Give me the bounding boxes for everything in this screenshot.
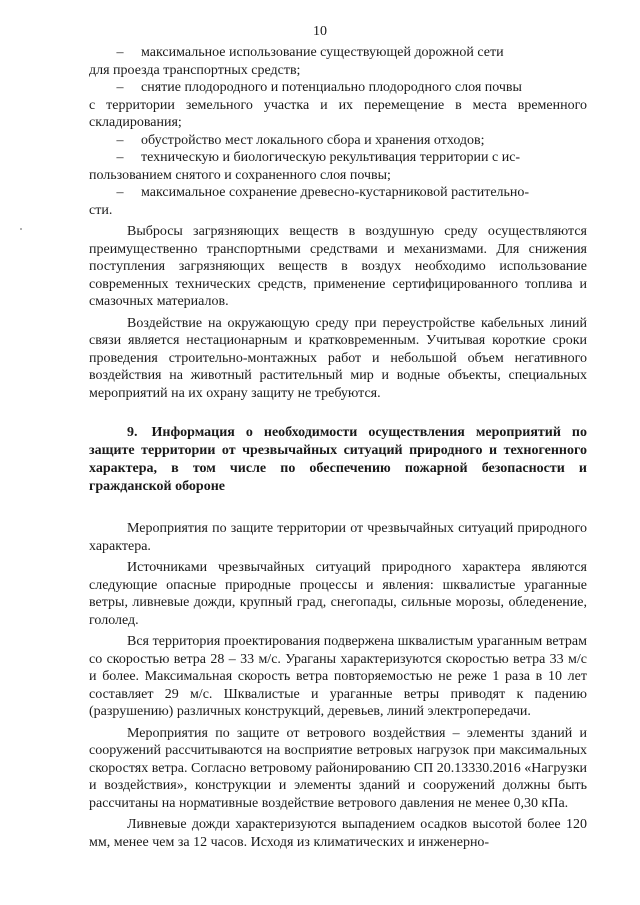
bullet-list <box>89 44 587 219</box>
list-item-continuation: пользованием снятого и сохраненного слоя почвы; <box>89 167 391 183</box>
list-item-text: обустройство мест локального сбора и хранения отходов; <box>141 132 485 148</box>
list-dash: – <box>116 132 124 148</box>
list-item-text: максимальное использование существующей дорожной сети <box>141 45 504 60</box>
page-content <box>89 44 587 851</box>
list-dash: – <box>116 185 124 200</box>
paragraph: Выбросы загрязняющих веществ в воздушную среду осуществляются преимущественно транспортными средствами и механизмами. Для снижения поступления загрязняющих веществ в воздух необходимо использование современных технических средств, применение сертифицированного топлива и смазочных материалов. <box>89 224 587 309</box>
list-item-text: техническую и биологическую рекультивация территории с ис- <box>141 150 521 165</box>
list-dash: – <box>116 45 124 60</box>
paragraph: Мероприятия по защите территории от чрезвычайных ситуаций природного характера. <box>89 521 587 554</box>
paragraph: Источниками чрезвычайных ситуаций природного характера являются следующие опасные природные процессы и явления: шквалистые ураганные ветры, ливневые дожди, крупный град, снегопады, сильные морозы, обледенение, гололед. <box>89 560 587 628</box>
paragraph: Воздействие на окружающую среду при переустройстве кабельных линий связи является нестационарным и кратковременным. Учитывая короткие сроки проведения строительно-монтажных работ и небольшой объем негативного воздействия на животный растительный мир и водные объекты, специальных мероприятий на их охрану защиту не требуются. <box>89 315 587 401</box>
scan-speck <box>20 228 22 230</box>
paragraph: Ливневые дожди характеризуются выпадением осадков высотой более 120 мм, менее чем за 12 часов. Исходя из климатических и инженерно- <box>89 817 587 850</box>
list-item-continuation: сти. <box>89 202 113 218</box>
list-item <box>89 184 587 219</box>
paragraph: Мероприятия по защите от ветрового воздействия – элементы зданий и сооружений рассчитываются на восприятие ветровых нагрузок при максимальных скоростях ветра. Согласно ветровому районированию СП 20.13330.2016 «Нагрузки и воздействия», конструкции и элементы зданий и сооружений должны быть рассчитаны на нормативные воздействие ветрового давления не менее 0,30 кПа. <box>89 725 587 811</box>
paragraph: Вся территория проектирования подвержена шквалистым ураганным ветрам со скоростью ветра 28 – 33 м/с. Ураганы характеризуются скоростью ветра 33 м/с и более. Максимальная скорость ветра повторяемостью не реже 1 раза в 10 лет составляет 29 м/с. Шквалистые и ураганные ветры приводят к падению (разрушению) различных конструкций, деревьев, линий электропередачи. <box>89 634 587 719</box>
list-item <box>89 149 587 184</box>
page-number: 10 <box>313 24 327 39</box>
section-heading: 9. Информация о необходимости осуществления мероприятий по защите территории от чрезвычайных ситуаций природного и техногенного характера, в том числе по обеспечению пожарной безопасности и гражданской обороне <box>89 425 587 494</box>
list-item-continuation: с территории земельного участка и их перемещение в места временного складирования; <box>89 97 587 130</box>
list-item-text: максимальное сохранение древесно-кустарниковой растительно- <box>141 185 530 200</box>
list-item-continuation: для проезда транспортных средств; <box>89 62 301 78</box>
list-item <box>89 79 587 132</box>
list-dash: – <box>116 150 124 165</box>
list-item-text: снятие плодородного и потенциально плодородного слоя почвы <box>141 80 522 95</box>
list-item <box>89 44 587 79</box>
list-dash: – <box>116 80 124 95</box>
list-item <box>89 132 587 150</box>
